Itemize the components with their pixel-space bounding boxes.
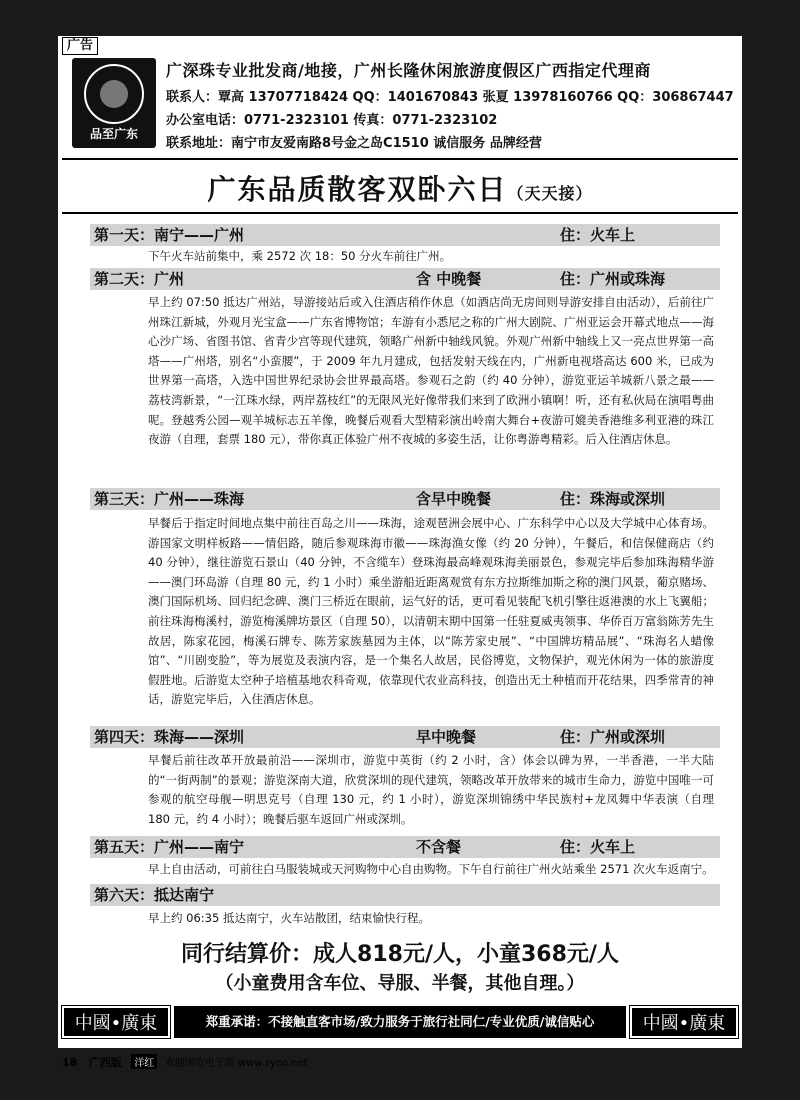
day-stay: 住：广州或深圳 <box>560 728 666 746</box>
company-contacts: 联系人：覃高 13707718424 QQ：1401670843 张夏 13978160766 QQ：306867447 <box>166 90 734 105</box>
day-meals: 早中晚餐 <box>416 728 477 746</box>
company-logo <box>72 58 156 148</box>
day-label: 第一天：南宁——广州 <box>94 226 245 244</box>
day-stay: 住：火车上 <box>560 838 636 856</box>
day-3-header <box>90 488 720 510</box>
brand-logo: 洋红 <box>131 1054 157 1069</box>
price-note: （小童费用含车位、导服、半餐，其他自理。） <box>215 973 585 994</box>
logo-text: 品至广东 <box>89 127 138 141</box>
day-stay: 住：火车上 <box>560 226 636 244</box>
day-6-description: 早上约 06:35 抵达南宁，火车站散团，结束愉快行程。 <box>148 911 430 925</box>
page-subtitle: （天天接） <box>507 184 593 203</box>
company-phone: 办公室电话：0771-2323101 传真：0771-2323102 <box>166 113 498 128</box>
day-1-header <box>90 224 720 246</box>
edition-label: 广西版 <box>88 1056 122 1069</box>
day-5-description: 早上自由活动，可前往白马服装城或天河购物中心自由购物。下午自行前往广州火站乘坐 2571 次火车返南宁。 <box>148 862 714 876</box>
day-label: 第五天：广州——南宁 <box>94 838 245 856</box>
company-address: 联系地址：南宁市友爱南路8号金之岛C1510 诚信服务 品牌经营 <box>166 136 542 151</box>
logo-sun-icon <box>100 80 128 108</box>
day-2-header <box>90 268 720 290</box>
day-meals: 不含餐 <box>416 838 462 856</box>
day-meals: 含早中晚餐 <box>416 490 492 508</box>
day-stay: 住：珠海或深圳 <box>560 490 666 508</box>
promise-bar <box>62 1002 738 1042</box>
page-title <box>62 168 738 208</box>
day-2-description: 早上约 07:50 抵达广州站，导游接站后或入住酒店稍作休息（如酒店尚无房间则导游安排自由活动），后前往广州珠江新城，外观月光宝盒——广东省博物馆；车游有小悉尼之称的广州大剧院、广州亚运会开幕式地点——海心沙广场、省图书馆、省青少宫等现代建筑，领略广州新中轴线风貌。外观广州新中轴线上又一亮点世界第一高塔——广州塔，别名“小蛮腰”，于 2009 年九月建成，包括发射天线在内，广州新电视塔高达 600 米，已成为世界第一高塔，入选中国世界纪录协会世界最高塔。参观石之韵（约 40 分钟），游览亚运羊城新八景之最——荔枝湾新景，“一江珠水绿，两岸荔枝红”的无限风光好像带我们来到了欧洲小镇啊！听，还有私伙局在演唱粤曲呢。登越秀公园—观羊城标志五羊像，晚餐后观看大型精彩演出岭南大舞台+夜游可媲美香港维多利亚港的珠江夜游（自理，套票 180 元），带你真正体验广州不夜城的多姿生活，让你粤游粤精彩。后入住酒店休息。 <box>148 295 714 447</box>
settlement-price: 同行结算价：成人818元/人，小童368元/人 <box>181 942 619 967</box>
china-guangdong-badge-left: 中國•廣東 <box>62 1006 170 1038</box>
day-label: 第二天：广州 <box>94 270 185 288</box>
ad-tag: 广告 <box>62 37 98 55</box>
day-6-header <box>90 884 720 906</box>
page-footer <box>62 1054 308 1070</box>
title-divider <box>62 212 738 214</box>
day-4-description: 早餐后前往改革开放最前沿——深圳市，游览中英街（约 2 小时，含）体会以碑为界，一半香港，一半大陆的“一街两制”的景观；游览深南大道，欣赏深圳的现代建筑，领略改革开放带来的城市生命力，游览中国唯一可参观的航空母舰—明思克号（自理 130 元，约 1 小时），游览深圳锦绣中华民族村+龙凤舞中华表演（自理 180 元，约 4 小时）；晚餐后驱车返回广州或深圳。 <box>148 753 714 826</box>
day-label: 第六天：抵达南宁 <box>94 886 215 904</box>
page-number: 18 <box>62 1056 78 1069</box>
china-guangdong-badge-right: 中國•廣東 <box>630 1006 738 1038</box>
day-5-header <box>90 836 720 858</box>
company-title: 广深珠专业批发商/地接，广州长隆休闲旅游度假区广西指定代理商 <box>166 61 651 80</box>
day-meals: 含 中晚餐 <box>416 270 482 288</box>
page-title-text: 广东品质散客双卧六日 <box>207 173 508 206</box>
promise-text: 郑重承诺：不接触直客市场/致力服务于旅行社同仁/专业优质/诚信贴心 <box>174 1006 626 1038</box>
day-stay: 住：广州或珠海 <box>560 270 666 288</box>
day-4-header <box>90 726 720 748</box>
website-link[interactable]: 欢迎浏览电子版 www.zyoo.net <box>164 1058 308 1069</box>
day-1-description: 下午火车站前集中，乘 2572 次 18：50 分火车前往广州。 <box>148 249 452 263</box>
day-3-description: 早餐后于指定时间地点集中前往百岛之川——珠海，途观琶洲会展中心、广东科学中心以及大学城中心体育场。游国家文明样板路——情侣路，随后参观珠海市徽——珠海渔女像（约 20 分钟），午餐后，和信保健商店（约 40 分钟），继往游览石景山（40 分钟，不含缆车）登珠海最高峰观珠海美丽景色，参观完毕后参加珠海精华游——澳门环岛游（自理 80 元，约 1 小时）乘坐游船近距离观赏有东方拉斯维加斯之称的澳门风景，葡京赌场、澳门国际机场、回归纪念碑、澳门三桥近在眼前，运气好的话，更可看见装配飞机引擎往返港澳的水上飞翼船；前往珠海梅溪村，游览梅溪牌坊景区（自理 50），以清朝末期中国第一任驻夏威夷领事、华侨百万富翁陈芳先生故居，陈家花园，梅溪石牌专、陈芳家族墓园为主体，以“陈芳家史展”、“中国牌坊精品展”、“珠海名人蜡像馆”、“川剧变脸”，等为展览及表演内容，是一个集名人故居，民俗博览，文物保护，观光休闲为一体的旅游度假胜地。后游览太空种子培植基地农科奇观，依靠现代农业高科技，创造出无土种植而开花结果，四季常青的神话，游览完毕后，入住酒店休息。 <box>148 516 714 707</box>
day-label: 第三天：广州——珠海 <box>94 490 245 508</box>
company-header <box>62 52 738 160</box>
day-label: 第四天：珠海——深圳 <box>94 728 245 746</box>
